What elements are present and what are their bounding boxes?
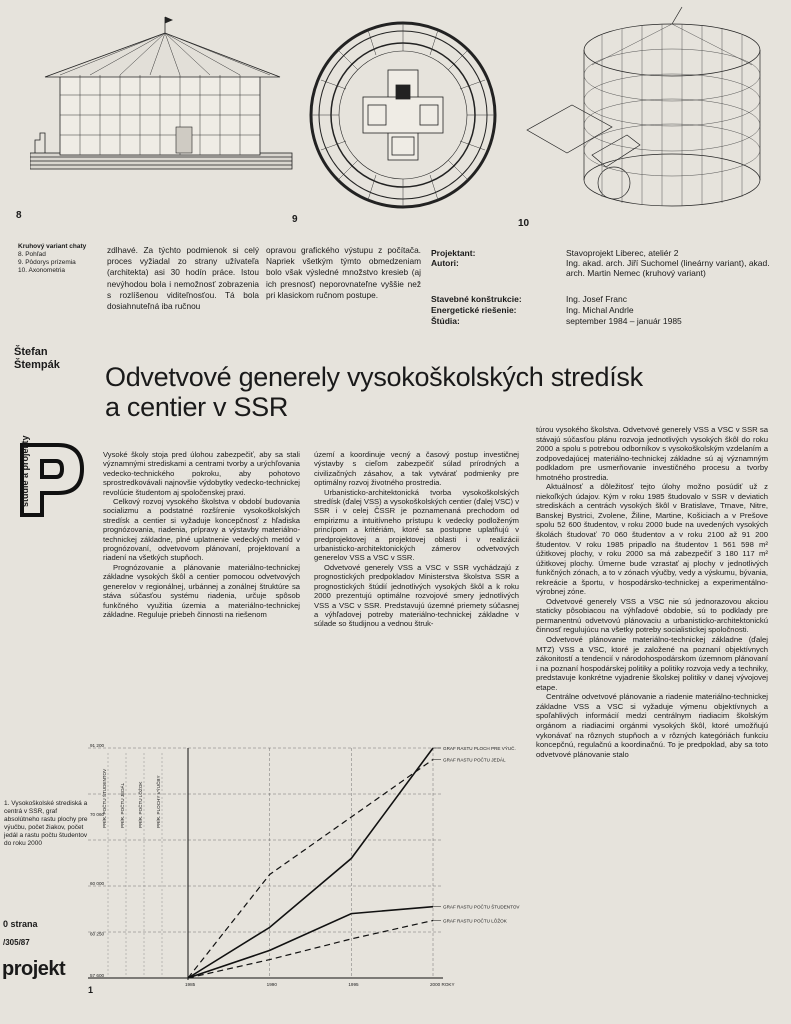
article-title	[105, 362, 785, 422]
series-line	[188, 748, 433, 978]
y-tick-label: 91 200	[90, 743, 105, 748]
credit-label: Autori:	[431, 258, 459, 268]
figure-9-plan	[308, 15, 498, 215]
intro-column-2: opravou grafického výstupu z počítača. Napriek všetkým týmto obmedzeniam bolo však výsledné množstvo kresieb (aj ich presnosť) neporovnateľne vyššie než pri klasickom ručnom postupe.	[266, 245, 421, 300]
chart-caption: 1. Vysokoškolské strediská a centrá v SSR, graf absolútneho rastu plochy pre výučbu, počet žiakov, počet jedál a rastu počtu študentov do roku 2000	[4, 800, 88, 847]
figure-caption-item: 9. Pôdorys prízemia	[18, 259, 76, 266]
series-line	[188, 921, 433, 979]
figure-caption-title: Kruhový variant chaty	[18, 243, 87, 250]
y-tick-label: 60 250	[90, 931, 105, 937]
y-tick-label: 70 060	[90, 812, 105, 817]
footer-issue: /305/87	[3, 938, 30, 947]
figure-10-number: 10	[518, 218, 530, 229]
section-marker	[8, 437, 86, 517]
series-line	[188, 907, 433, 978]
vertical-axis-label: PRÍR. POČTU LÔŽOK	[138, 781, 143, 828]
growth-chart	[88, 738, 528, 988]
body-column-3	[536, 425, 768, 759]
credit-label: Projektant:	[431, 248, 476, 258]
body-paragraph: Odvetvové plánovanie materiálno-technickej základne (ďalej MTZ) VSS a VSC, ktoré je založené na poznaní objektívnych zákonitostí a tendencií v národohospodárskom územnom plánovaní i na poznaní hospodárskej politiky a politiky rozvoja vedy a techniky, predstavuje konkrétne vyjadrenie školskej politiky v danej vývojovej etape.	[536, 635, 768, 692]
body-paragraph: Odvetvové generely VSS a VSC v SSR vychádzajú z prognostických predpokladov Ministerstva školstva SSR a prognostických štúdií jednotlivých vysokých škôl a k roku 2000 prezentujú optimálne rozvojové smery jednotlivých VSS a VSC v SSR. Predstavujú územné priemety súčasnej a výhľadovej potreby materiálno-technickej základne v súlade so študijnou a vednou štruk-	[314, 562, 519, 629]
figure-8-number: 8	[16, 210, 22, 221]
figure-9-number: 9	[292, 214, 298, 225]
footer-brand: projekt	[2, 958, 66, 980]
section-label: štúdie a projekty	[20, 435, 30, 507]
body-paragraph: Aktuálnosť a dôležitosť tejto úlohy možno posúdiť už z niekoľkých údajov. Kým v roku 1985 študovalo v SSR v deviatich strediskách a centrách vysokých škôl v Bratislave, Trnave, Nitre, Banskej Bystrici, Zvolene, Žiline, Martine, Košiciach a v Prešove spolu 52 600 študentov, v roku 2000 bude na uvedených vysokých školách študovať 70 060 študentov a v roku 2100 až 91 200 študentov. V roku 1985 pripadlo na študentov 1 561 598 m² úžitkovej plochy, v roku 2000 sa má zabezpečiť 3 180 117 m² úžitkovej plochy. Úmerne bude vzrastať aj plochy v jednotlivých funkčných zónach, a to v zónach výučby, vedy a výskumu, bývania, rekreácie a športu, v hospodársko-technickej a experimentálno-výrobnej zóne.	[536, 482, 768, 597]
credit-value: september 1984 – január 1985	[566, 316, 682, 326]
body-paragraph: Odvetvové generely VSS a VSC nie sú jednorazovou akciou staticky pôsobiacou na výhľadové obdobie, sú to podklady pre permanentnú odvetvovú plánovaciu a urbanisticko-architektonickú činnosť regulujúcu na všetky potreby socialistickej spoločnosti.	[536, 596, 768, 635]
figure-caption	[18, 243, 100, 275]
x-tick-label: 1990	[266, 982, 277, 987]
figure-10-axonometry	[522, 5, 784, 220]
credit-value: Ing. Josef Franc	[566, 294, 627, 304]
x-tick-label: 1995	[348, 982, 359, 987]
credit-label: Štúdia:	[431, 316, 460, 326]
figure-caption-item: 8. Pohľad	[18, 251, 46, 258]
vertical-axis-label: PRÍR. POČTU ŠTUDENTOV	[102, 768, 107, 828]
body-paragraph: Centrálne odvetvové plánovanie a riadenie materiálno-technickej základne VSS a VSC si vyžaduje výmenu objektívnych a spoľahlivých informácií medzi centrálnym riadiacim školským orgánom a riadiacimi orgánmi vysokých škôl, ktoré umožňujú vykonávať na rôznych stupňoch a v rôzných kategóriách funkciu koncepčnú, regulačnú a koordinačnú. To je predpoklad, aby sa toto odvetvové plánovanie stalo	[536, 692, 768, 759]
body-paragraph: Urbanisticko-architektonická tvorba vysokoškolských stredísk (ďalej VSS) a vysokoškolských centier (ďalej VSC) v SSR i v celej ČSSR je poznamenaná prechodom od empirizmu a intuitívneho prístupu k vedecky podloženým princípom a kritériám, ktoré sa postupne uplatňujú v predprojektovej a projektovej oblasti i v realizácii urbanisticko-architektonických zámerov odvetvových generelov VSS a VSC v SSR.	[314, 487, 519, 563]
vertical-axis-label: PRÍR. PLOCHY VÝUČBY	[156, 775, 161, 828]
series-line	[188, 760, 433, 979]
y-tick-label: 60 000	[90, 881, 105, 886]
article-title-line-1: Odvetvové generely vysokoškolských stredísk	[105, 362, 643, 392]
x-tick-label: 2000 ROKY	[430, 982, 455, 987]
body-paragraph: území a koordinuje vecný a časový postup investičnej výstavby s cieľom zabezpečiť súlad prírodných a civilizačných zásahov, a tak vytvárať podmienky pre optimálny rozvoj životného prostredia.	[314, 450, 519, 488]
y-tick-label: 57 600	[90, 973, 105, 978]
chart-index: 1	[88, 985, 94, 995]
figure-caption-item: 10. Axonometria	[18, 267, 65, 274]
series-label: GRAF RASTU PLOCH PRE VÝUČ.	[443, 746, 516, 751]
footer-page-label: 0 strana	[3, 919, 38, 929]
credit-value: Stavoprojekt Liberec, ateliér 2	[566, 248, 679, 258]
vertical-axis-label: PRÍR. POČTU JEDÁL	[120, 782, 125, 828]
body-column-1	[103, 450, 300, 619]
article-title-line-2: a centier v SSR	[105, 392, 289, 422]
body-column-2	[314, 450, 519, 629]
body-paragraph: Celkový rozvoj vysokého školstva v období budovania socializmu a podstatné rozšírenie vysokoškolských stredísk a centier si vyžaduje koncepčnosť z hľadiska prognózovania, riadenia, prípravy a výstavby materiálno-technickej základne, plné uplatnenie vedeckých metód v prognózovaní, odvetvovom plánovaní, projektovaní a riadení na všetkých stupňoch.	[103, 497, 300, 563]
author-name	[14, 346, 60, 372]
series-label: GRAF RASTU POČTU JEDÁL	[443, 757, 506, 763]
author-first-name: Štefan	[14, 346, 48, 358]
x-tick-label: 1985	[185, 982, 196, 987]
intro-column-1: zdlhavé. Za týchto podmienok si celý proces vyžiadal zo strany užívateľa (architekta) asi 30 hodín práce. Istou nevýhodou bola i nemožnosť zobrazenia s rozlíšenou viditeľnosťou. Tá bola dosiahnuteľná iba ručnou	[107, 245, 259, 312]
credit-label: Stavebné konštrukcie:	[431, 294, 522, 304]
author-last-name: Štempák	[14, 359, 60, 371]
figure-8-elevation	[30, 15, 295, 180]
credit-value: Ing. Michal Andrle	[566, 305, 634, 315]
series-label: GRAF RASTU POČTU LÔŽOK	[443, 918, 507, 924]
credit-label: Energetické riešenie:	[431, 305, 517, 315]
body-paragraph: Vysoké školy stoja pred úlohou zabezpečiť, aby sa stali významnými strediskami a centrami tvorby a urýchľovania vedecko-technického pokroku, aby pohotovo sprostredkovávali najnovšie výdobytky vedecko-technickej revolúcie študentom aj spoločenskej praxi.	[103, 450, 300, 497]
credit-value: Ing. akad. arch. Jiří Suchomel (lineárny variant), akad. arch. Martin Nemec (kruhový variant)	[566, 258, 770, 279]
body-paragraph: túrou vysokého školstva. Odvetvové generely VSS a VSC v SSR sa stávajú súčasťou plánu rozvoja jednotlivých vysokých škôl do roku 2000 a spolu s potrebou odborníkov s vysokoškolským vzdelaním a zodpovedajúcej materiálno-technickej základne sú aj významným podkladom pre usmerňovanie investičného procesu a tvorby hmotného prostredia.	[536, 425, 768, 482]
body-paragraph: Prognózovanie a plánovanie materiálno-technickej základne vysokých škôl a centier pomocou odvetvových generelov v regionálnej, urbánnej a zonálnej štruktúre sa stáva súčasťou systému riadenia, určuje spôsob funkčného využitia územia a materiálno-technickej základne. Reguluje priebeh činnosti na riešenom	[103, 562, 300, 619]
series-label: GRAF RASTU POČTU ŠTUDENTOV	[443, 904, 520, 910]
